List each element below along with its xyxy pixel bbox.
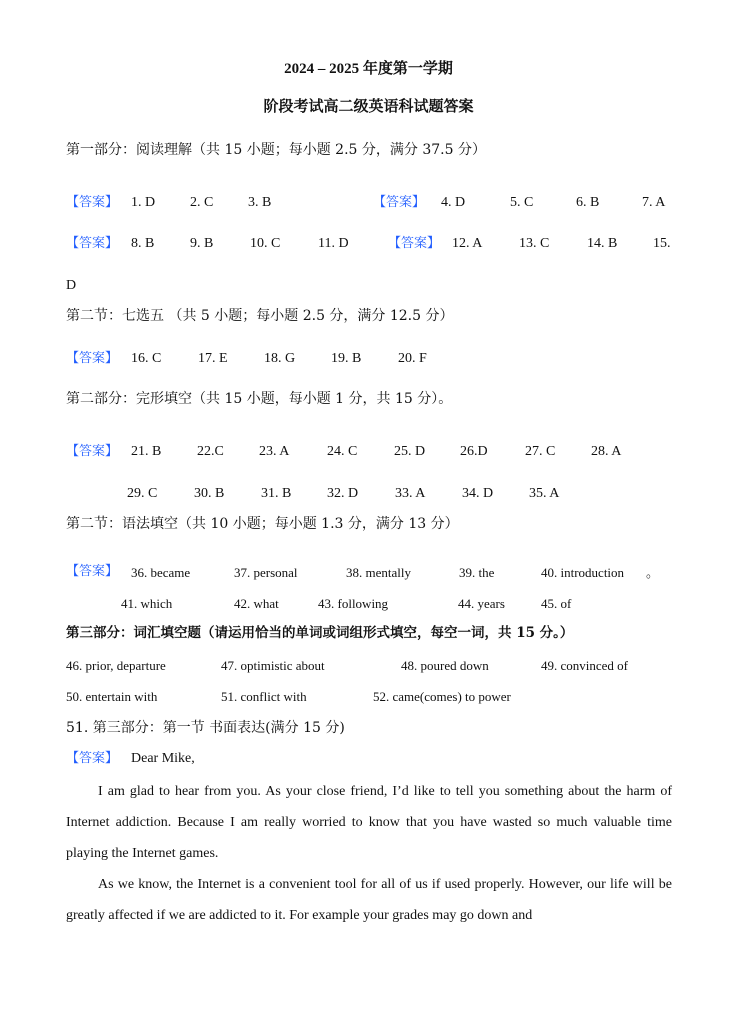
answer-tag: 【答案】	[66, 564, 119, 579]
answer-item: 27. C	[525, 444, 556, 459]
answer-tag: 【答案】	[66, 751, 119, 766]
answer-item: 。	[646, 565, 660, 580]
answer-item: 33. A	[395, 486, 426, 501]
answer-item: 30. B	[194, 486, 225, 501]
answer-item: 3. B	[248, 195, 272, 210]
part3-heading: 第三部分：词汇填空题（请运用恰当的单词或词组形式填空，每空一词，共 15 分。）	[66, 625, 574, 641]
answer-item: 8. B	[131, 236, 155, 251]
answer-item: 20. F	[398, 351, 427, 366]
answer-item: 17. E	[198, 351, 228, 366]
answer-item: 35. A	[529, 486, 560, 501]
answer-tag: 【答案】	[373, 195, 426, 210]
answer-item: 11. D	[318, 236, 349, 251]
answer-item: 29. C	[127, 486, 158, 501]
answer-item: 4. D	[441, 195, 466, 210]
answer-item: 24. C	[327, 444, 358, 459]
answer-item: 51. conflict with	[221, 689, 307, 704]
letter-paragraph-text: I am glad to hear from you. As your close friend, I’d like to tell you something about the harm of Internet addiction. Because I am really worried to know that you have wasted so much valuable time playing the Internet games.	[66, 784, 672, 861]
answer-tag: 【答案】	[388, 236, 441, 251]
answer-item: 31. B	[261, 486, 292, 501]
letter-greeting: Dear Mike,	[131, 751, 195, 766]
answer-item: 38. mentally	[346, 565, 411, 580]
page-subtitle: 阶段考试高二级英语科试题答案	[263, 99, 474, 115]
answer-item: 6. B	[576, 195, 600, 210]
answer-tag: 【答案】	[66, 444, 119, 459]
answer-item: 37. personal	[234, 565, 298, 580]
answer-item: 36. became	[131, 565, 191, 580]
answer-item: 46. prior, departure	[66, 658, 166, 673]
answer-item: 48. poured down	[401, 658, 489, 673]
answer-item: 39. the	[459, 565, 495, 580]
answer-item: 44. years	[458, 596, 505, 611]
answer-item: 22.C	[197, 444, 224, 459]
page-title: 2024 – 2025 年度第一学期	[284, 61, 453, 77]
answer-item: 19. B	[331, 351, 362, 366]
answer-item: 23. A	[259, 444, 290, 459]
answer-item: 34. D	[462, 486, 494, 501]
answer-item: 47. optimistic about	[221, 658, 325, 673]
part2-heading: 第二部分：完形填空（共 15 小题，每小题 1 分，共 15 分）。	[66, 391, 453, 407]
answer-item: 7. A	[642, 195, 666, 210]
letter-paragraph	[66, 869, 672, 931]
answer-item: 16. C	[131, 351, 162, 366]
part1-sec2-heading: 第二节：七选五 （共 5 小题；每小题 2.5 分，满分 12.5 分）	[66, 308, 454, 324]
answer-item: 50. entertain with	[66, 689, 158, 704]
answer-item: 10. C	[250, 236, 281, 251]
letter-paragraph-text: As we know, the Internet is a convenient tool for all of us if used properly. However, our life will be greatly affected if we are addicted to it. For example your grades may go down and	[66, 877, 672, 923]
answer-item: 21. B	[131, 444, 162, 459]
writing-heading: 51. 第三部分：第一节 书面表达(满分 15 分)	[66, 720, 345, 736]
answer-item: 42. what	[234, 596, 279, 611]
part1-heading: 第一部分：阅读理解（共 15 小题；每小题 2.5 分，满分 37.5 分）	[66, 142, 486, 158]
answer-item: 43. following	[318, 596, 389, 611]
answer-item: 13. C	[519, 236, 550, 251]
answer-item: 5. C	[510, 195, 534, 210]
answer-item: 1. D	[131, 195, 156, 210]
answer-item: 12. A	[452, 236, 483, 251]
part2-sec2-heading: 第二节：语法填空（共 10 小题；每小题 1.3 分，满分 13 分）	[66, 516, 459, 532]
answer-item: D	[66, 278, 77, 293]
answer-item: 2. C	[190, 195, 214, 210]
answer-item: 45. of	[541, 596, 572, 611]
answer-item: 14. B	[587, 236, 618, 251]
answer-item: 15.	[653, 236, 671, 251]
letter-paragraph	[66, 776, 672, 869]
answer-item: 32. D	[327, 486, 359, 501]
answer-item: 25. D	[394, 444, 426, 459]
answer-item: 9. B	[190, 236, 214, 251]
answer-tag: 【答案】	[66, 236, 119, 251]
answer-tag: 【答案】	[66, 195, 119, 210]
answer-item: 40. introduction	[541, 565, 625, 580]
answer-item: 18. G	[264, 351, 296, 366]
answer-item: 52. came(comes) to power	[373, 689, 511, 704]
answer-tag: 【答案】	[66, 351, 119, 366]
answer-item: 49. convinced of	[541, 658, 629, 673]
answer-item: 26.D	[460, 444, 488, 459]
answer-item: 41. which	[121, 596, 173, 611]
answer-item: 28. A	[591, 444, 622, 459]
